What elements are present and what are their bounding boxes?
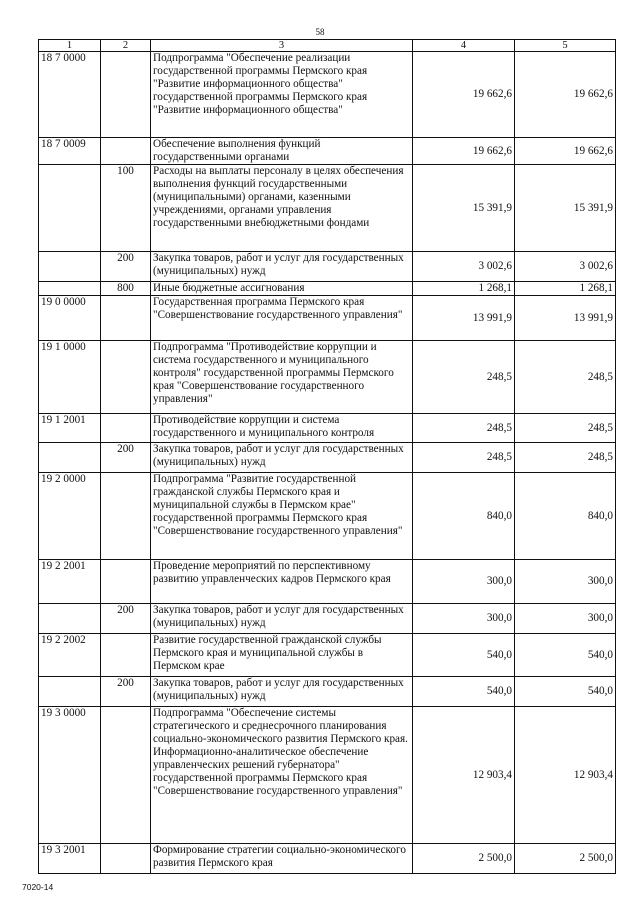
- expense-type: [101, 52, 151, 138]
- row-code: [39, 282, 101, 296]
- row-name: Расходы на выплаты персоналу в целях обеспечения выполнения функций государственными (муниципальными) органами, казенными учреждениями, органами управления государственными внебюджетными фондами: [151, 165, 413, 252]
- row-code: [39, 677, 101, 707]
- row-code: 18 7 0000: [39, 52, 101, 138]
- table-row: [39, 634, 616, 677]
- row-code: 19 2 2001: [39, 560, 101, 604]
- value-col4: 248,5: [413, 443, 515, 473]
- value-col5: 540,0: [515, 677, 616, 707]
- value-col5: 19 662,6: [515, 52, 616, 138]
- row-code: 19 2 0000: [39, 473, 101, 560]
- budget-table: [38, 39, 616, 874]
- value-col4: 19 662,6: [413, 138, 515, 165]
- value-col5: 248,5: [515, 341, 616, 414]
- expense-type: 200: [101, 604, 151, 634]
- page-number: 58: [315, 27, 325, 37]
- expense-type: 200: [101, 677, 151, 707]
- row-code: 19 2 2002: [39, 634, 101, 677]
- expense-type: [101, 414, 151, 443]
- row-code: 19 1 0000: [39, 341, 101, 414]
- expense-type: 200: [101, 252, 151, 282]
- value-col4: 300,0: [413, 560, 515, 604]
- table-row: [39, 165, 616, 252]
- row-name: Закупка товаров, работ и услуг для государственных (муниципальных) нужд: [151, 677, 413, 707]
- table-row: [39, 138, 616, 165]
- table-row: [39, 252, 616, 282]
- row-name: Развитие государственной гражданской службы Пермского края и муниципальной службы в Пермском крае: [151, 634, 413, 677]
- value-col4: 248,5: [413, 341, 515, 414]
- row-code: [39, 443, 101, 473]
- value-col4: 540,0: [413, 677, 515, 707]
- value-col5: 540,0: [515, 634, 616, 677]
- expense-type: 100: [101, 165, 151, 252]
- value-col4: 2 500,0: [413, 844, 515, 874]
- value-col4: 840,0: [413, 473, 515, 560]
- row-name: Противодействие коррупции и система государственного и муниципального контроля: [151, 414, 413, 443]
- row-name: Закупка товаров, работ и услуг для государственных (муниципальных) нужд: [151, 252, 413, 282]
- row-name: Формирование стратегии социально-экономического развития Пермского края: [151, 844, 413, 874]
- row-code: 19 1 2001: [39, 414, 101, 443]
- row-name: Иные бюджетные ассигнования: [151, 282, 413, 296]
- value-col5: 840,0: [515, 473, 616, 560]
- column-header-3: 3: [151, 40, 413, 52]
- expense-type: [101, 634, 151, 677]
- value-col4: 248,5: [413, 414, 515, 443]
- expense-type: [101, 138, 151, 165]
- table-row: [39, 560, 616, 604]
- value-col4: 15 391,9: [413, 165, 515, 252]
- expense-type: [101, 560, 151, 604]
- value-col5: 3 002,6: [515, 252, 616, 282]
- expense-type: [101, 341, 151, 414]
- value-col5: 248,5: [515, 443, 616, 473]
- value-col5: 300,0: [515, 604, 616, 634]
- value-col4: 19 662,6: [413, 52, 515, 138]
- row-name: Проведение мероприятий по перспективному развитию управленческих кадров Пермского края: [151, 560, 413, 604]
- table-row: [39, 844, 616, 874]
- value-col5: 2 500,0: [515, 844, 616, 874]
- table-row: [39, 282, 616, 296]
- table-row: [39, 296, 616, 341]
- expense-type: 800: [101, 282, 151, 296]
- row-code: 19 0 0000: [39, 296, 101, 341]
- value-col4: 300,0: [413, 604, 515, 634]
- value-col5: 248,5: [515, 414, 616, 443]
- row-code: [39, 604, 101, 634]
- value-col4: 1 268,1: [413, 282, 515, 296]
- row-name: Обеспечение выполнения функций государственными органами: [151, 138, 413, 165]
- row-name: Подпрограмма "Обеспечение системы стратегического и среднесрочного планирования социально-экономического развития Пермского края. Информационно-аналитическое обеспечение управленческих решений губернатора" государственной программы Пермского края "Совершенствование государственного управления": [151, 707, 413, 844]
- value-col4: 13 991,9: [413, 296, 515, 341]
- table-row: [39, 473, 616, 560]
- header-row: [39, 40, 616, 52]
- table-row: [39, 341, 616, 414]
- column-header-4: 4: [413, 40, 515, 52]
- value-col4: 3 002,6: [413, 252, 515, 282]
- expense-type: [101, 844, 151, 874]
- row-name: Подпрограмма "Обеспечение реализации государственной программы Пермского края "Развитие информационного общества" государственной программы Пермского края "Развитие информационного общества": [151, 52, 413, 138]
- expense-type: [101, 296, 151, 341]
- expense-type: 200: [101, 443, 151, 473]
- value-col5: 300,0: [515, 560, 616, 604]
- row-name: Государственная программа Пермского края "Совершенствование государственного управления": [151, 296, 413, 341]
- table-row: [39, 52, 616, 138]
- row-name: Закупка товаров, работ и услуг для государственных (муниципальных) нужд: [151, 443, 413, 473]
- expense-type: [101, 473, 151, 560]
- row-code: [39, 252, 101, 282]
- row-code: 19 3 0000: [39, 707, 101, 844]
- table-row: [39, 707, 616, 844]
- table-row: [39, 677, 616, 707]
- value-col5: 19 662,6: [515, 138, 616, 165]
- value-col4: 12 903,4: [413, 707, 515, 844]
- row-name: Закупка товаров, работ и услуг для государственных (муниципальных) нужд: [151, 604, 413, 634]
- value-col5: 1 268,1: [515, 282, 616, 296]
- value-col4: 540,0: [413, 634, 515, 677]
- column-header-1: 1: [39, 40, 101, 52]
- value-col5: 12 903,4: [515, 707, 616, 844]
- row-code: 18 7 0009: [39, 138, 101, 165]
- expense-type: [101, 707, 151, 844]
- value-col5: 15 391,9: [515, 165, 616, 252]
- row-name: Подпрограмма "Развитие государственной гражданской службы Пермского края и муниципальной службы в Пермском крае" государственной программы Пермского края "Совершенствование государственного управления": [151, 473, 413, 560]
- row-name: Подпрограмма "Противодействие коррупции и система государственного и муниципального контроля" государственной программы Пермского края "Совершенствование государственного управления": [151, 341, 413, 414]
- column-header-2: 2: [101, 40, 151, 52]
- table-row: [39, 443, 616, 473]
- table-row: [39, 604, 616, 634]
- row-code: 19 3 2001: [39, 844, 101, 874]
- value-col5: 13 991,9: [515, 296, 616, 341]
- table-row: [39, 414, 616, 443]
- document-code: 7020-14: [22, 882, 54, 892]
- column-header-5: 5: [515, 40, 616, 52]
- row-code: [39, 165, 101, 252]
